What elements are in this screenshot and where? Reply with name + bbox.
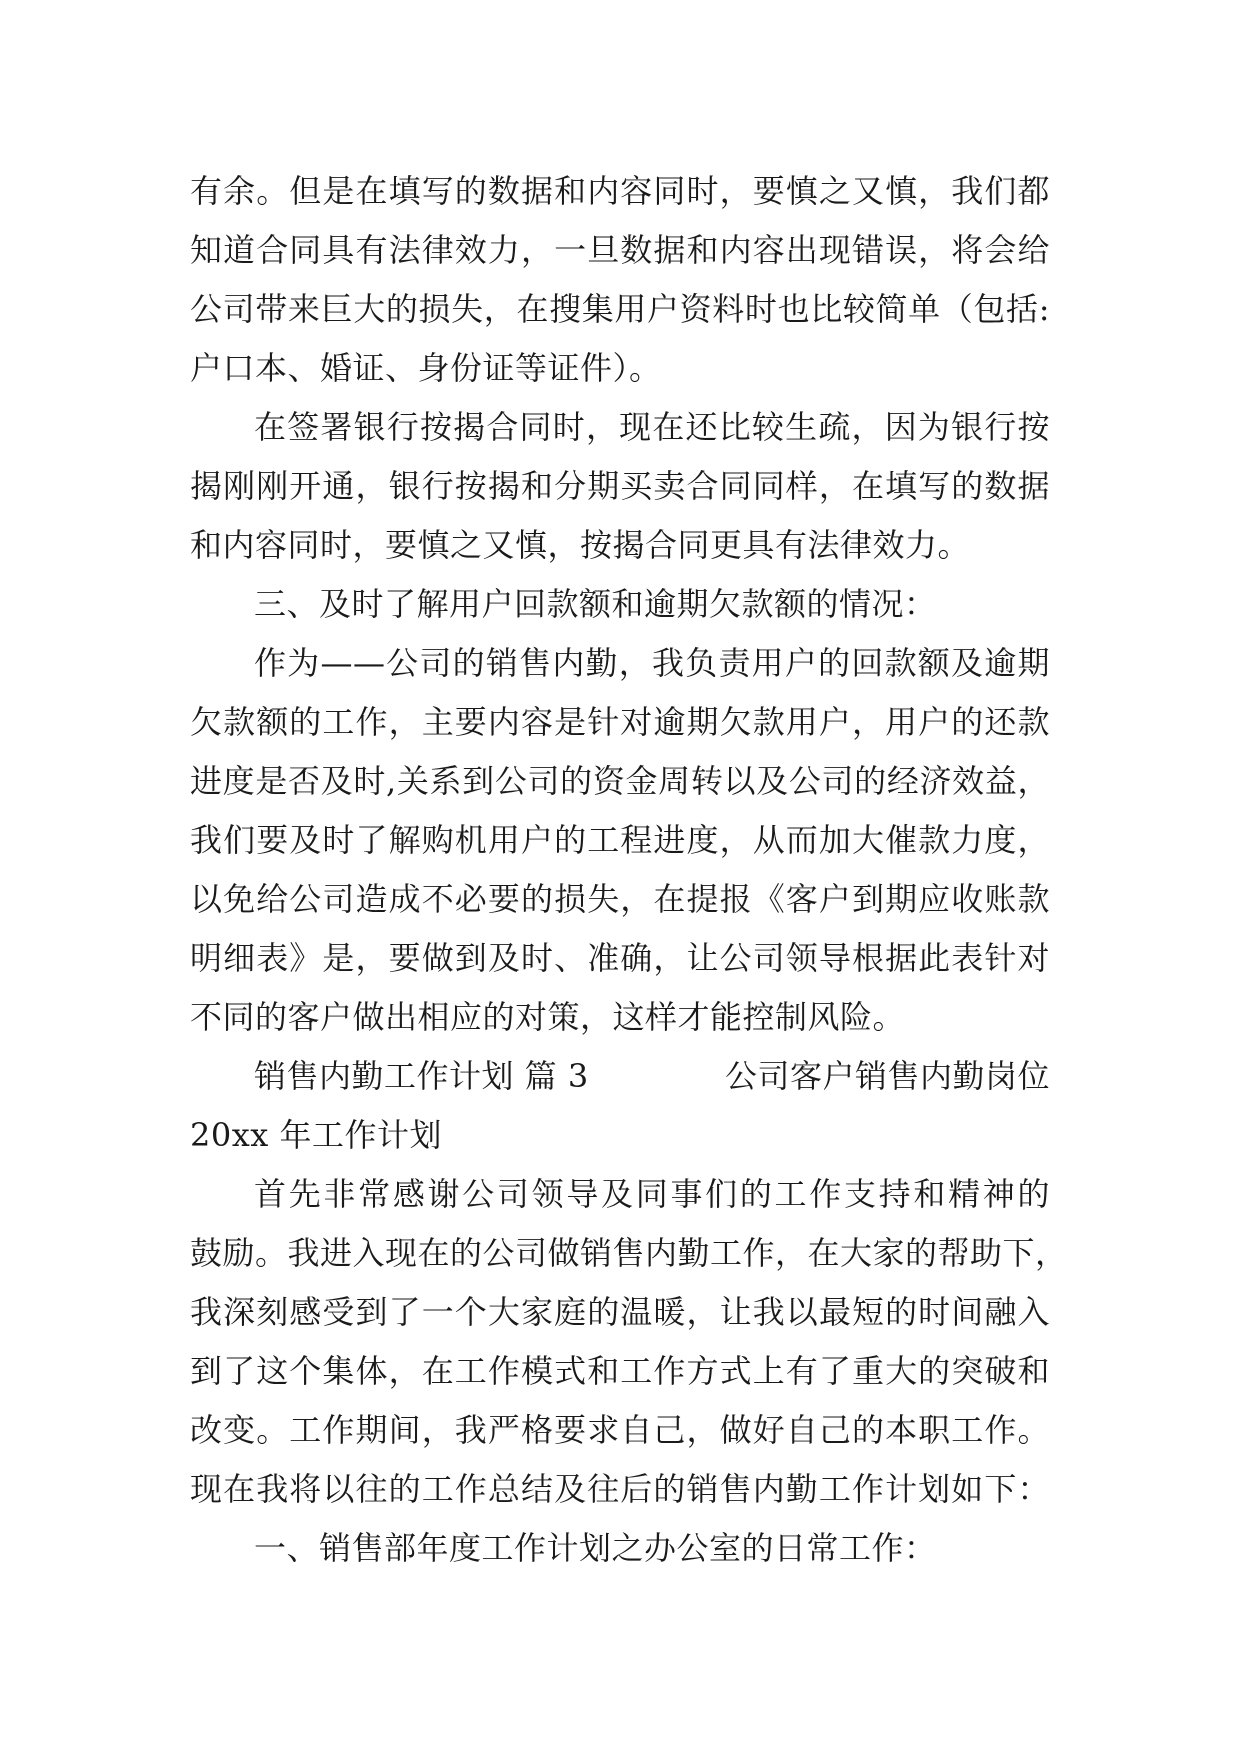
section-heading: 三、及时了解用户回款额和逾期欠款额的情况： (254, 585, 937, 623)
text-line: 鼓励。我进入现在的公司做销售内勤工作，在大家的帮助下， (190, 1234, 1068, 1272)
chapter-title: 公司客户销售内勤岗位 (724, 1057, 1050, 1095)
text-line: 有余。但是在填写的数据和内容同时，要慎之又慎，我们都 (190, 172, 1050, 210)
text-line: 我们要及时了解购机用户的工程进度，从而加大催款力度， (190, 821, 1050, 859)
text-line: 改变。工作期间，我严格要求自己，做好自己的本职工作。 (190, 1411, 1050, 1449)
text-line: 和内容同时，要慎之又慎，按揭合同更具有法律效力。 (190, 526, 971, 564)
text-line: 现在我将以往的工作总结及往后的销售内勤工作计划如下： (190, 1470, 1050, 1508)
text-line: 揭刚刚开通，银行按揭和分期买卖合同同样，在填写的数据 (190, 467, 1050, 505)
chapter-label: 销售内勤工作计划 篇 3 (254, 1057, 589, 1095)
text-line: 首先非常感谢公司领导及同事们的工作支持和精神的 (254, 1175, 1050, 1213)
text-line: 我深刻感受到了一个大家庭的温暖，让我以最短的时间融入 (190, 1293, 1050, 1331)
text-line: 公司带来巨大的损失，在搜集用户资料时也比较简单（包括: (190, 290, 1050, 328)
text-line: 进度是否及时,关系到公司的资金周转以及公司的经济效益， (190, 762, 1050, 800)
text-line: 户口本、婚证、身份证等证件）。 (190, 349, 662, 387)
text-line: 作为——公司的销售内勤，我负责用户的回款额及逾期 (254, 644, 1050, 682)
text-line: 在签署银行按揭合同时，现在还比较生疏，因为银行按 (254, 408, 1050, 446)
chapter-title-continued: 20xx 年工作计划 (190, 1116, 442, 1154)
text-line: 到了这个集体，在工作模式和工作方式上有了重大的突破和 (190, 1352, 1050, 1390)
text-line: 以免给公司造成不必要的损失，在提报《客户到期应收账款 (190, 880, 1050, 918)
text-line: 欠款额的工作，主要内容是针对逾期欠款用户，用户的还款 (190, 703, 1050, 741)
text-line: 不同的客户做出相应的对策，这样才能控制风险。 (190, 998, 906, 1036)
chapter-heading (190, 1047, 1050, 1106)
text-line: 明细表》是，要做到及时、准确，让公司领导根据此表针对 (190, 939, 1050, 977)
section-heading: 一、销售部年度工作计划之办公室的日常工作： (254, 1529, 937, 1567)
document-page (190, 162, 1068, 1578)
text-line: 知道合同具有法律效力，一旦数据和内容出现错误，将会给 (190, 231, 1050, 269)
